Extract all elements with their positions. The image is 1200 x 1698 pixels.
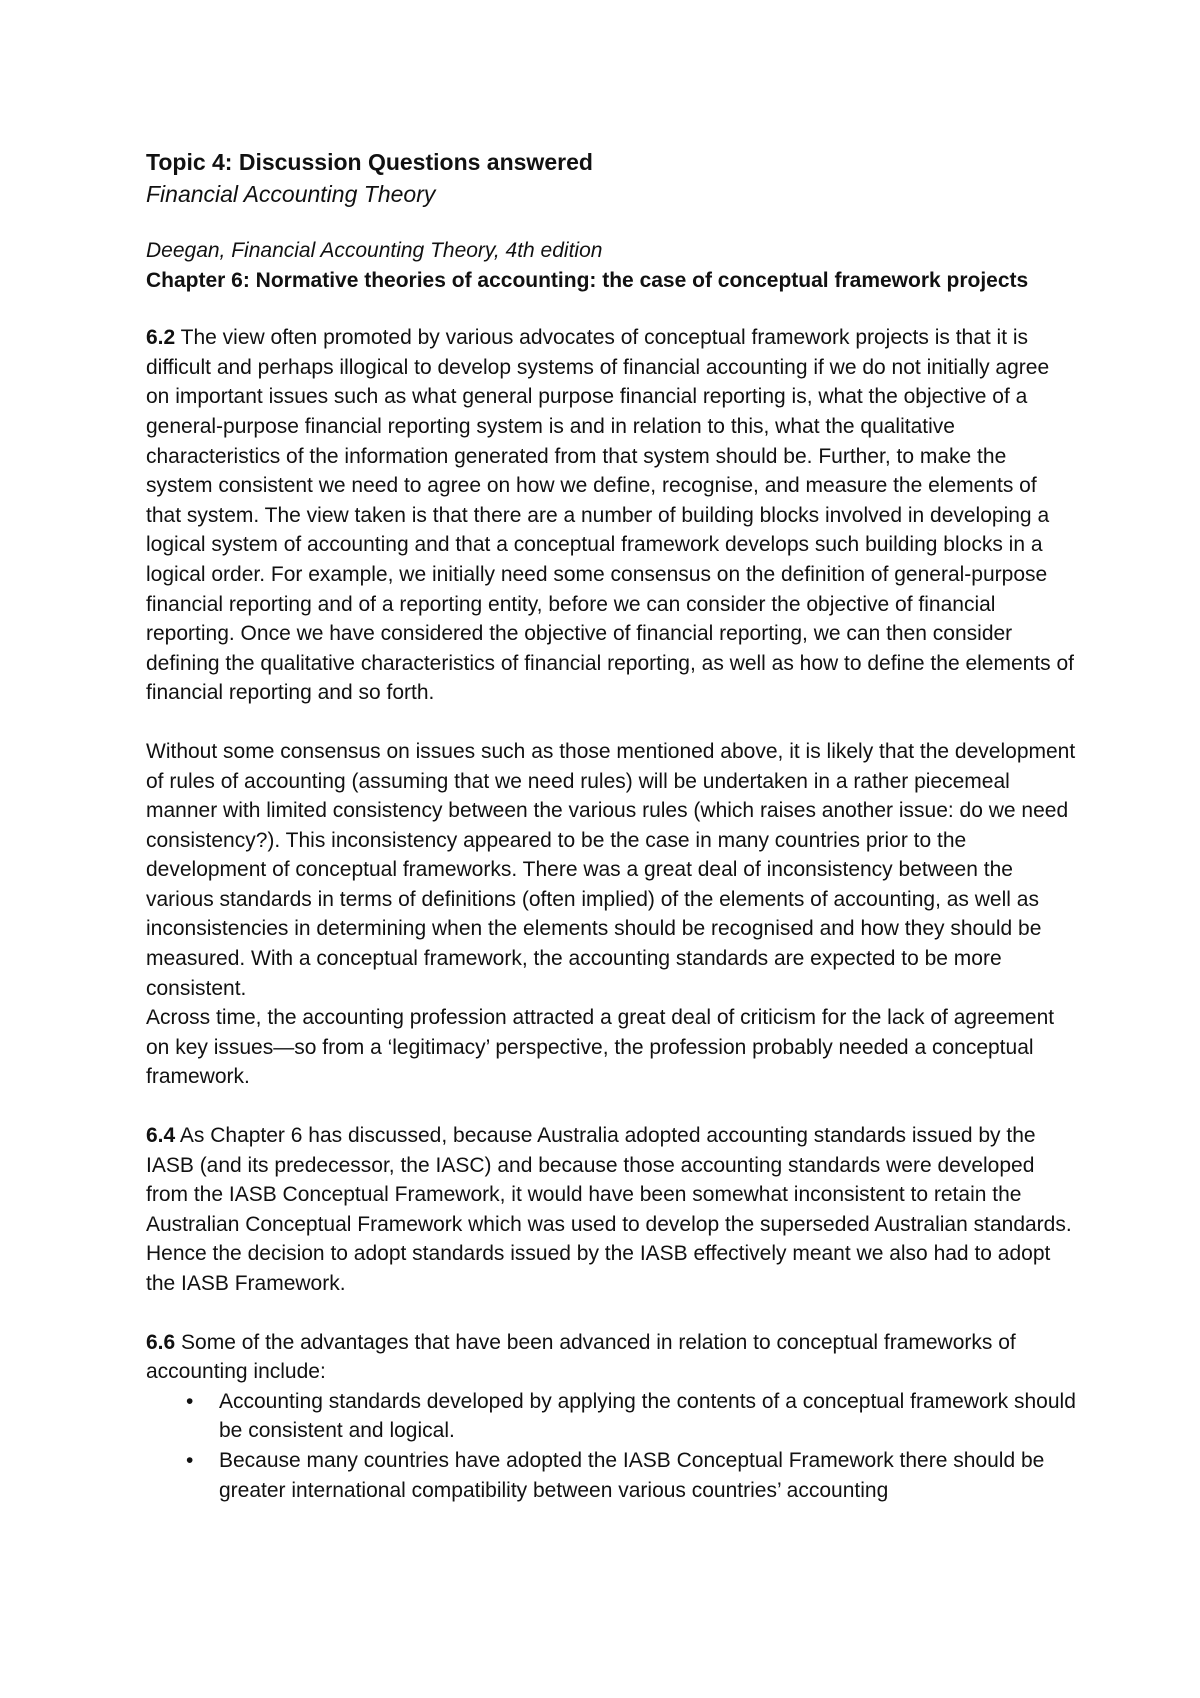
document-title: Topic 4: Discussion Questions answered [146,149,593,175]
question-6-4-paragraph [146,1121,1076,1299]
question-6-2-paragraph-2: Without some consensus on issues such as those mentioned above, it is likely that the development of rules of accounting (assuming that we need rules) will be undertaken in a rather piecemeal manner with limited consistency between the various rules (which raises another issue: do we need consistency?). This inconsistency appeared to be the case in many countries prior to the development of conceptual frameworks. There was a great deal of inconsistency between the various standards in terms of definitions (often implied) of the elements of accounting, as well as inconsistencies in determining when the elements should be recognised and how they should be measured. With a conceptual framework, the accounting standards are expected to be more consistent. [146,739,1076,1000]
paragraph-gap [146,708,1076,737]
list-item [146,1387,1076,1446]
question-6-4-text: As Chapter 6 has discussed, because Australia adopted accounting standards issued by the IASB (and its predecessor, the IASC) and because those accounting standards were developed from the IASB Conceptual Framework, it would have been somewhat inconsistent to retain the Australian Conceptual Framework which was used to develop the superseded Australian standards. Hence the decision to adopt standards issued by the IASB effectively meant we also had to adopt the IASB Framework. [146,1124,1072,1295]
document-subtitle: Financial Accounting Theory [146,181,436,207]
bullet-icon: • [186,1448,194,1472]
document-page [146,146,1076,1505]
chapter-title: Chapter 6: Normative theories of accounting: the case of conceptual framework projects [146,268,1029,292]
paragraph-gap [146,1299,1076,1328]
list-item [146,1446,1076,1505]
list-item-text: Accounting standards developed by applying the contents of a conceptual framework should be consistent and logical. [219,1389,1076,1443]
question-6-2-text: The view often promoted by various advocates of conceptual framework projects is that it is difficult and perhaps illogical to develop systems of financial accounting if we do not initially agree on important issues such as what general purpose financial reporting is, what the objective of a general-purpose financial reporting system is and in relation to this, what the qualitative characteristics of the information generated from that system should be. Further, to make the system consistent we need to agree on how we define, recognise, and measure the elements of that system. The view taken is that there are a number of building blocks involved in developing a logical system of accounting and that a conceptual framework develops such building blocks in a logical order. For example, we initially need some consensus on the definition of general-purpose financial reporting and of a reporting entity, before we can consider the objective of financial reporting. Once we have considered the objective of financial reporting, we can then consider defining the qualitative characteristics of financial reporting, as well as how to define the elements of financial reporting and so forth. [146,326,1075,705]
question-6-6-number: 6.6 [146,1330,176,1354]
question-6-6-text: Some of the advantages that have been advanced in relation to conceptual frameworks of accounting include: [146,1330,1016,1384]
question-6-2-paragraph-3: Across time, the accounting profession attracted a great deal of criticism for the lack of agreement on key issues—so from a ‘legitimacy’ perspective, the profession probably needed a conceptual framework. [146,1006,1055,1089]
question-6-6-intro [146,1328,1076,1387]
question-6-2-number: 6.2 [146,326,176,350]
question-6-4-number: 6.4 [146,1124,176,1148]
paragraph-gap [146,1092,1076,1121]
list-item-text: Because many countries have adopted the IASB Conceptual Framework there should be greater international compatibility between various countries’ accounting [219,1448,1045,1502]
book-reference: Deegan, Financial Accounting Theory, 4th edition [146,239,603,262]
question-6-2-paragraph-1 [146,323,1076,708]
bullet-icon: • [186,1389,194,1413]
advantages-list [146,1387,1076,1505]
